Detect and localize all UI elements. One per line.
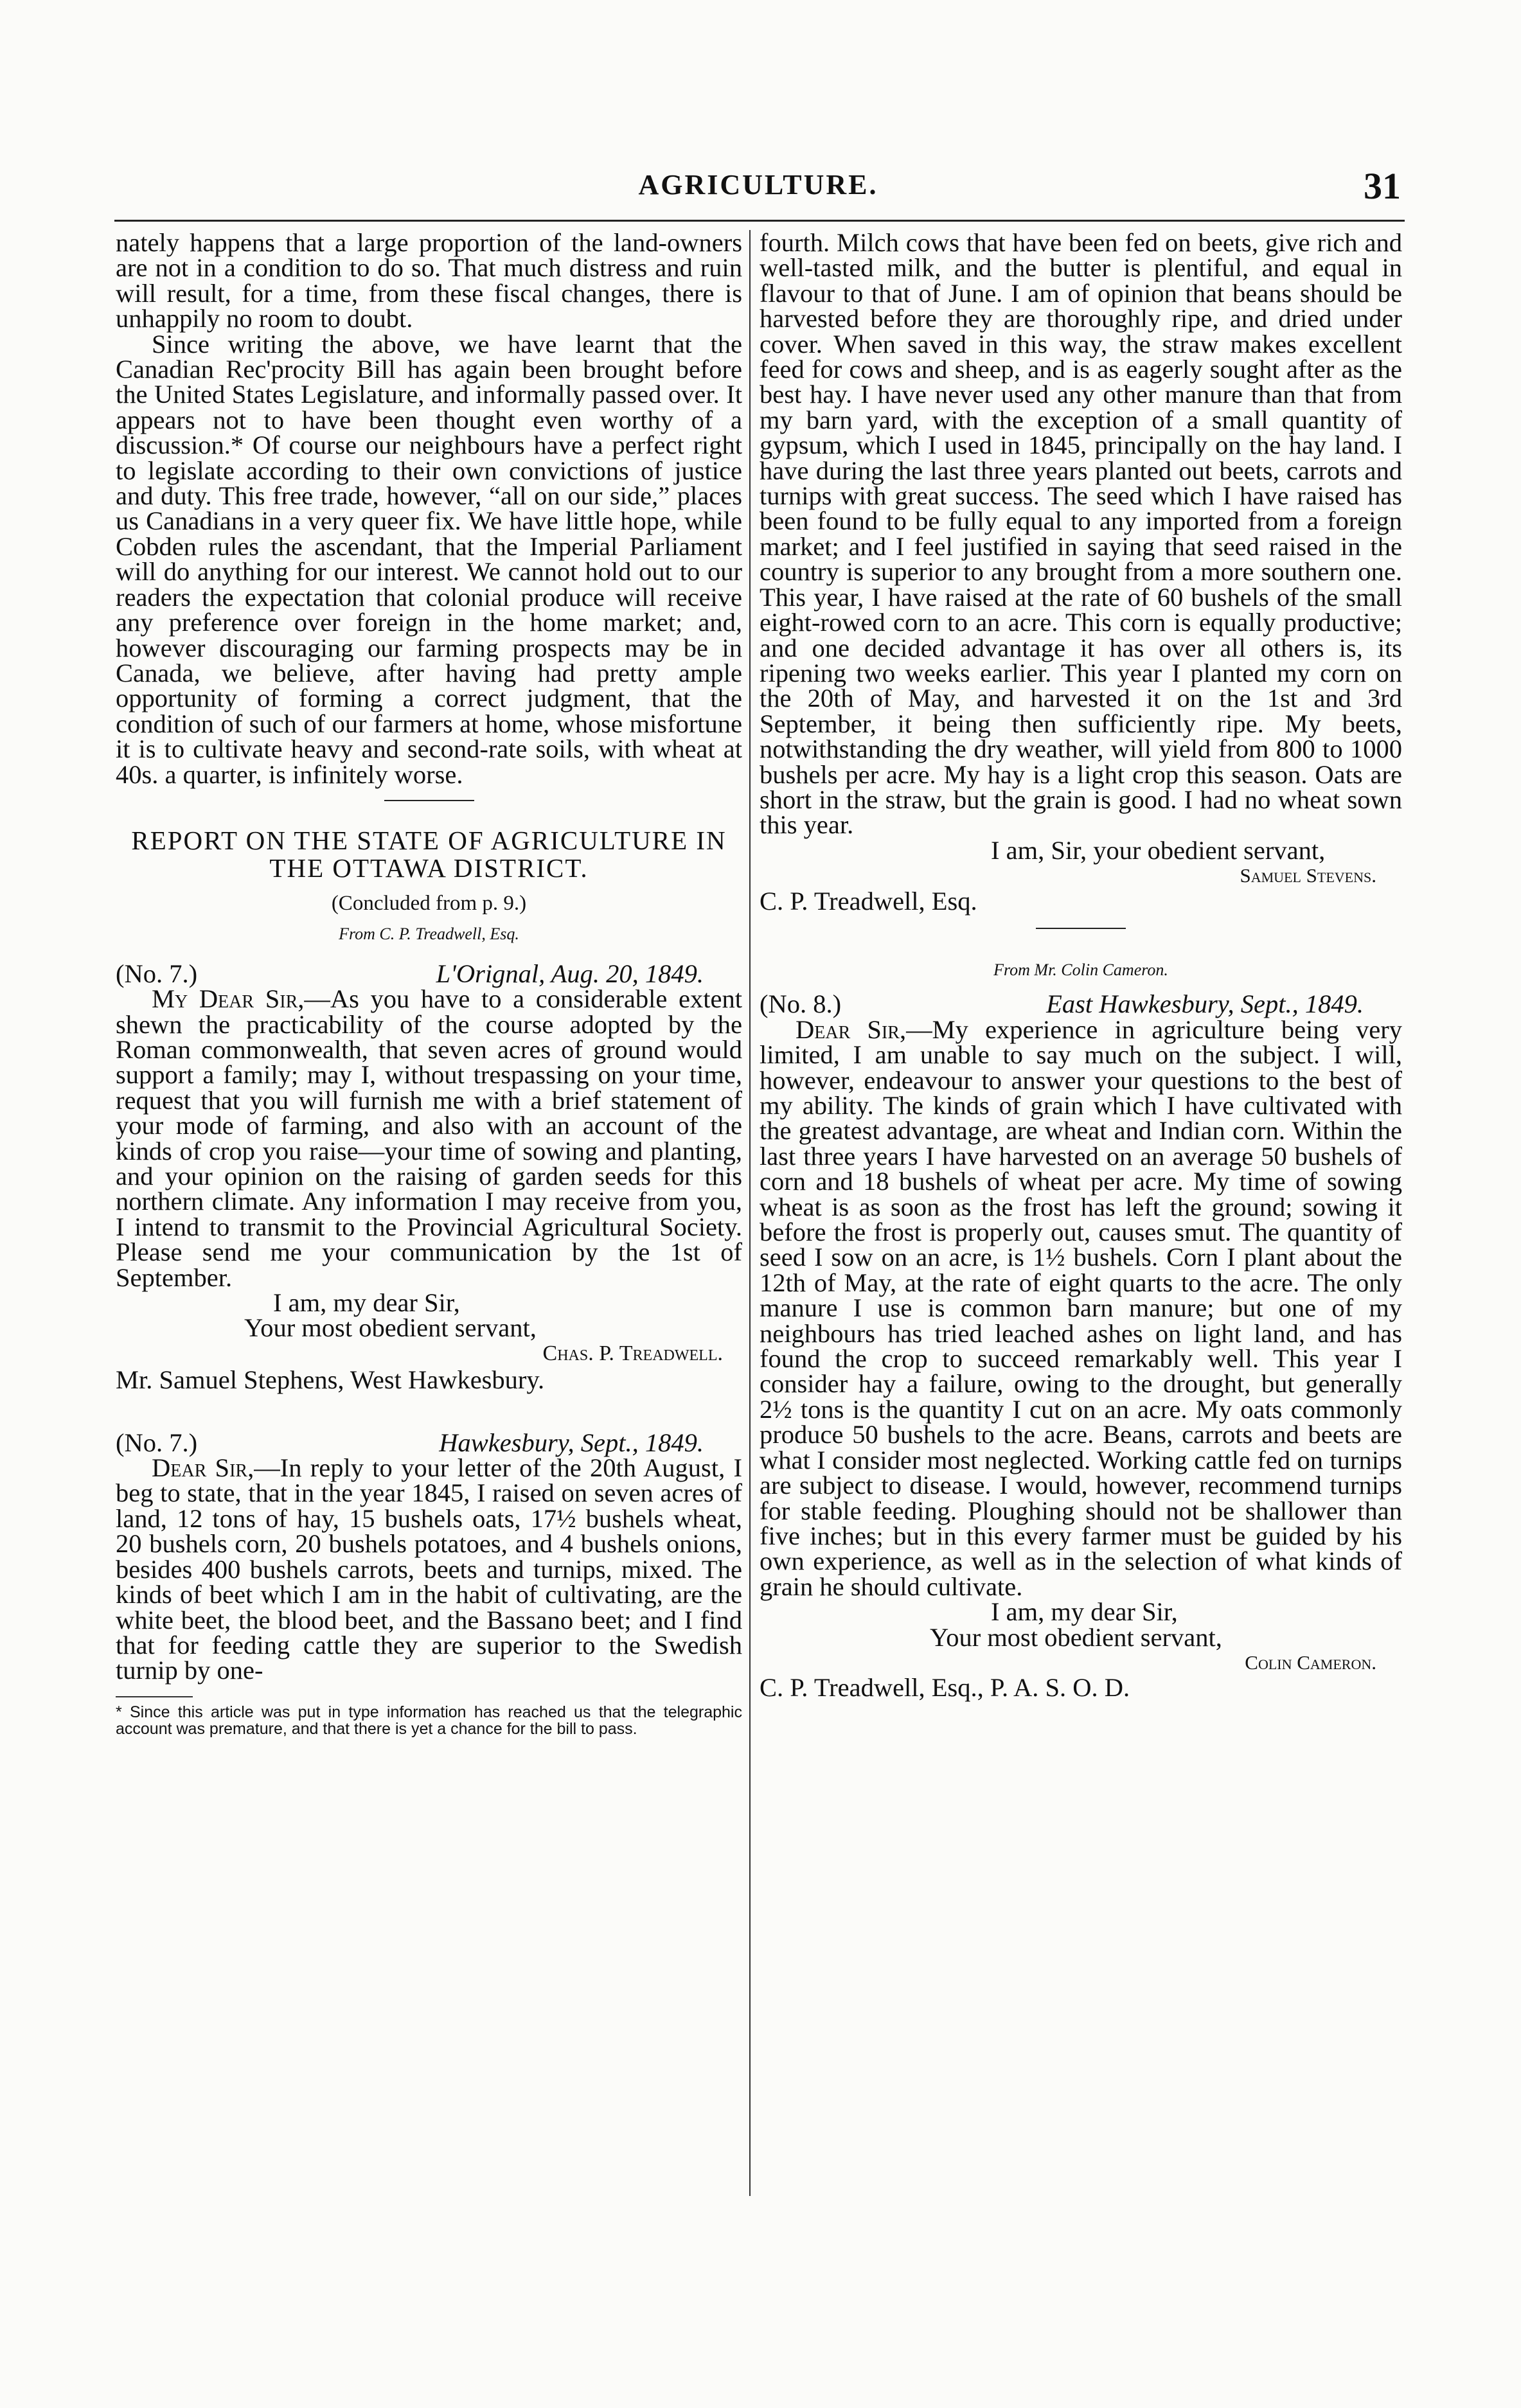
signature: Samuel Stevens. [1240, 864, 1376, 887]
salutation: My Dear Sir, [152, 984, 305, 1014]
letter-number: (No. 7.) [116, 959, 198, 988]
paragraph: nately happens that a large proportion of the land-owners are not in a condition to do so. That much distress and ruin will result, for a time, from these fiscal changes, there is unhappily no room to doubt. [116, 228, 742, 333]
paragraph: fourth. Milch cows that have been fed on beets, give rich and well-tasted milk, and the butter is plentiful, and equal in flavour to that of June. I am of opinion that beans should be harvested before they are thoroughly ripe, and dried under cover. When saved in this way, the straw makes excellent feed for cows and sheep, and is as eagerly sought after as the best hay. I have never used any other manure than that from my barn yard, with the exception of a small quantity of gypsum, which I used in 1845, principally on the hay land. I have during the last three years planted out beets, carrots and turnips with great success. The seed which I have raised has been found to be fully equal to any imported from a foreign market; and I feel justified in saying that seed raised in the country is superior to any brought from a more southern one. This year, I have raised at the rate of 60 bushels of the small eight-rowed corn to an acre. This corn is equally productive; and one decided advantage it has over all others is, its ripening two weeks earlier. This year I planted my corn on the 20th of May, and harvested it on the 1st and 3rd September, it being then sufficiently ripe. My beets, notwithstanding the dry weather, will yield from 800 to 1000 bushels per acre. My hay is a light crop this season. Oats are short in the straw, but the grain is good. I had no wheat sown this year. [760, 228, 1402, 840]
signature: Chas. P. Treadwell. [542, 1341, 723, 1365]
from-attribution: From Mr. Colin Cameron. [993, 960, 1168, 979]
letter-number: (No. 7.) [116, 1428, 198, 1457]
footnote: * Since this article was put in type information has reached us that the telegraphic account was premature, and that there is yet a chance for the bill to pass. [116, 1703, 742, 1738]
letter-number: (No. 8.) [760, 989, 842, 1019]
closing-line: I am, my dear Sir, [991, 1597, 1178, 1627]
letter-text: —As you have to a considerable extent shewn the practicability of the course adopted by the Roman commonwealth, that seven acres of ground would support a family; may I, without trespassing on your time, request that you will furnish me with a brief statement of your mode of farming, and also with an account of the kinds of crop you raise—your time of sowing and planting, and your opinion on the raising of garden seeds for this northern climate. Any information I may receive from you, I intend to transmit to the Provincial Agricultural Society. Please send me your communication by the 1st of September. [116, 984, 742, 1292]
addressee: Mr. Samuel Stephens, West Hawkesbury. [116, 1365, 545, 1395]
right-column [760, 230, 1402, 1701]
closing-line: I am, Sir, your obedient servant, [991, 835, 1326, 865]
page-header [116, 165, 1401, 207]
letter-body [760, 1014, 1402, 1601]
report-title: REPORT ON THE STATE OF AGRICULTURE IN THE OTTAWA DISTRICT. [131, 825, 727, 883]
section-rule [384, 800, 474, 801]
letter-text: —In reply to your letter of the 20th August, I beg to state, that in the year 1845, I raised on seven acres of land, 12 tons of hay, 15 bushels oats, 17½ bushels wheat, 20 bushels corn, 20 bushels potatoes, and 4 bushels onions, besides 400 bushels carrots, beets and turnips, mixed. The kinds of beet which I am in the habit of cultivating, are the white beet, the blood beet, and the Bassano beet; and I find that for feeding cattle they are superior to the Swedish turnip by one- [116, 1453, 742, 1685]
page-number: 31 [1364, 165, 1401, 207]
section-rule [1036, 928, 1126, 929]
closing-line: Your most obedient servant, [930, 1622, 1222, 1652]
closing-line: Your most obedient servant, [244, 1313, 537, 1343]
signature: Colin Cameron. [1245, 1651, 1376, 1674]
letter-place-date: Hawkesbury, Sept., 1849. [439, 1428, 704, 1457]
closing-line: I am, my dear Sir, [273, 1288, 460, 1318]
footnote-rule [116, 1696, 193, 1697]
letter-body [116, 986, 742, 1290]
addressee: C. P. Treadwell, Esq. [760, 886, 977, 916]
letter-place-date: East Hawkesbury, Sept., 1849. [1046, 989, 1364, 1019]
salutation: Dear Sir, [152, 1453, 254, 1483]
from-attribution: From C. P. Treadwell, Esq. [339, 925, 519, 944]
paragraph: Since writing the above, we have learnt that the Canadian Rec'procity Bill has again been brought before the United States Legislature, and informally passed over. It appears not to have been thought even worthy of a discussion.* Of course our neighbours have a perfect right to legislate according to their own convictions of justice and duty. This free trade, however, “all on our side,” places us Canadians in a very queer fix. We have little hope, while Cobden rules the ascendant, that the Imperial Parliament will do anything for our interest. We cannot hold out to our readers the expectation that colonial produce will receive any preference over foreign in the home market; and, however discouraging our farming prospects may be in Canada, we believe, after having had pretty ample opportunity of forming a correct judgment, that the condition of such of our farmers at home, whose misfortune it is to cultivate heavy and second-rate soils, with wheat at 40s. a quarter, is infinitely worse. [116, 329, 742, 789]
header-rule [114, 220, 1405, 222]
letter-place-date: L'Orignal, Aug. 20, 1849. [436, 959, 704, 988]
letter-dateline [760, 989, 1402, 1019]
letter-text: —My experience in agriculture being very limited, I am unable to say much on the subject. I will, however, endeavour to answer your questions to the best of my ability. The kinds of grain which I have cultivated with the greatest advantage, are wheat and Indian corn. Within the last three years I have harvested on an average 50 bushels of corn and 18 bushels of wheat per acre. My time of sowing wheat is as soon as the frost has left the ground; sowing it before the frost is properly out, causes smut. The quantity of seed I sow on an acre, is 1½ bushels. Corn I plant about the 12th of May, at the rate of eight quarts to the acre. The only manure I use is common barn manure; but one of my neighbours has tried leached ashes on light land, and has found the crop to succeed remarkably well. This year I consider hay a failure, owing to the drought, but generally 2½ tons is the quantity I cut on an acre. My oats commonly produce 50 bushels to the acre. Beans, carrots and beets are what I consider most neglected. Working cattle fed on turnips are subject to disease. I would, however, recommend turnips for stable feeding. Ploughing should not be shallower than five inches; but in this every farmer must be guided by his own experience, as well as in the selection of what kinds of grain he should cultivate. [760, 1014, 1402, 1601]
column-divider [749, 230, 751, 2196]
concluded-note: (Concluded from p. 9.) [331, 891, 527, 915]
running-head: AGRICULTURE. [638, 169, 878, 200]
addressee: C. P. Treadwell, Esq., P. A. S. O. D. [760, 1673, 1130, 1703]
salutation: Dear Sir, [796, 1014, 907, 1044]
letter-dateline [116, 1430, 742, 1455]
letter-body [116, 1455, 742, 1683]
left-column [116, 230, 742, 1737]
spacer [116, 1393, 742, 1424]
letter-dateline [116, 961, 742, 986]
